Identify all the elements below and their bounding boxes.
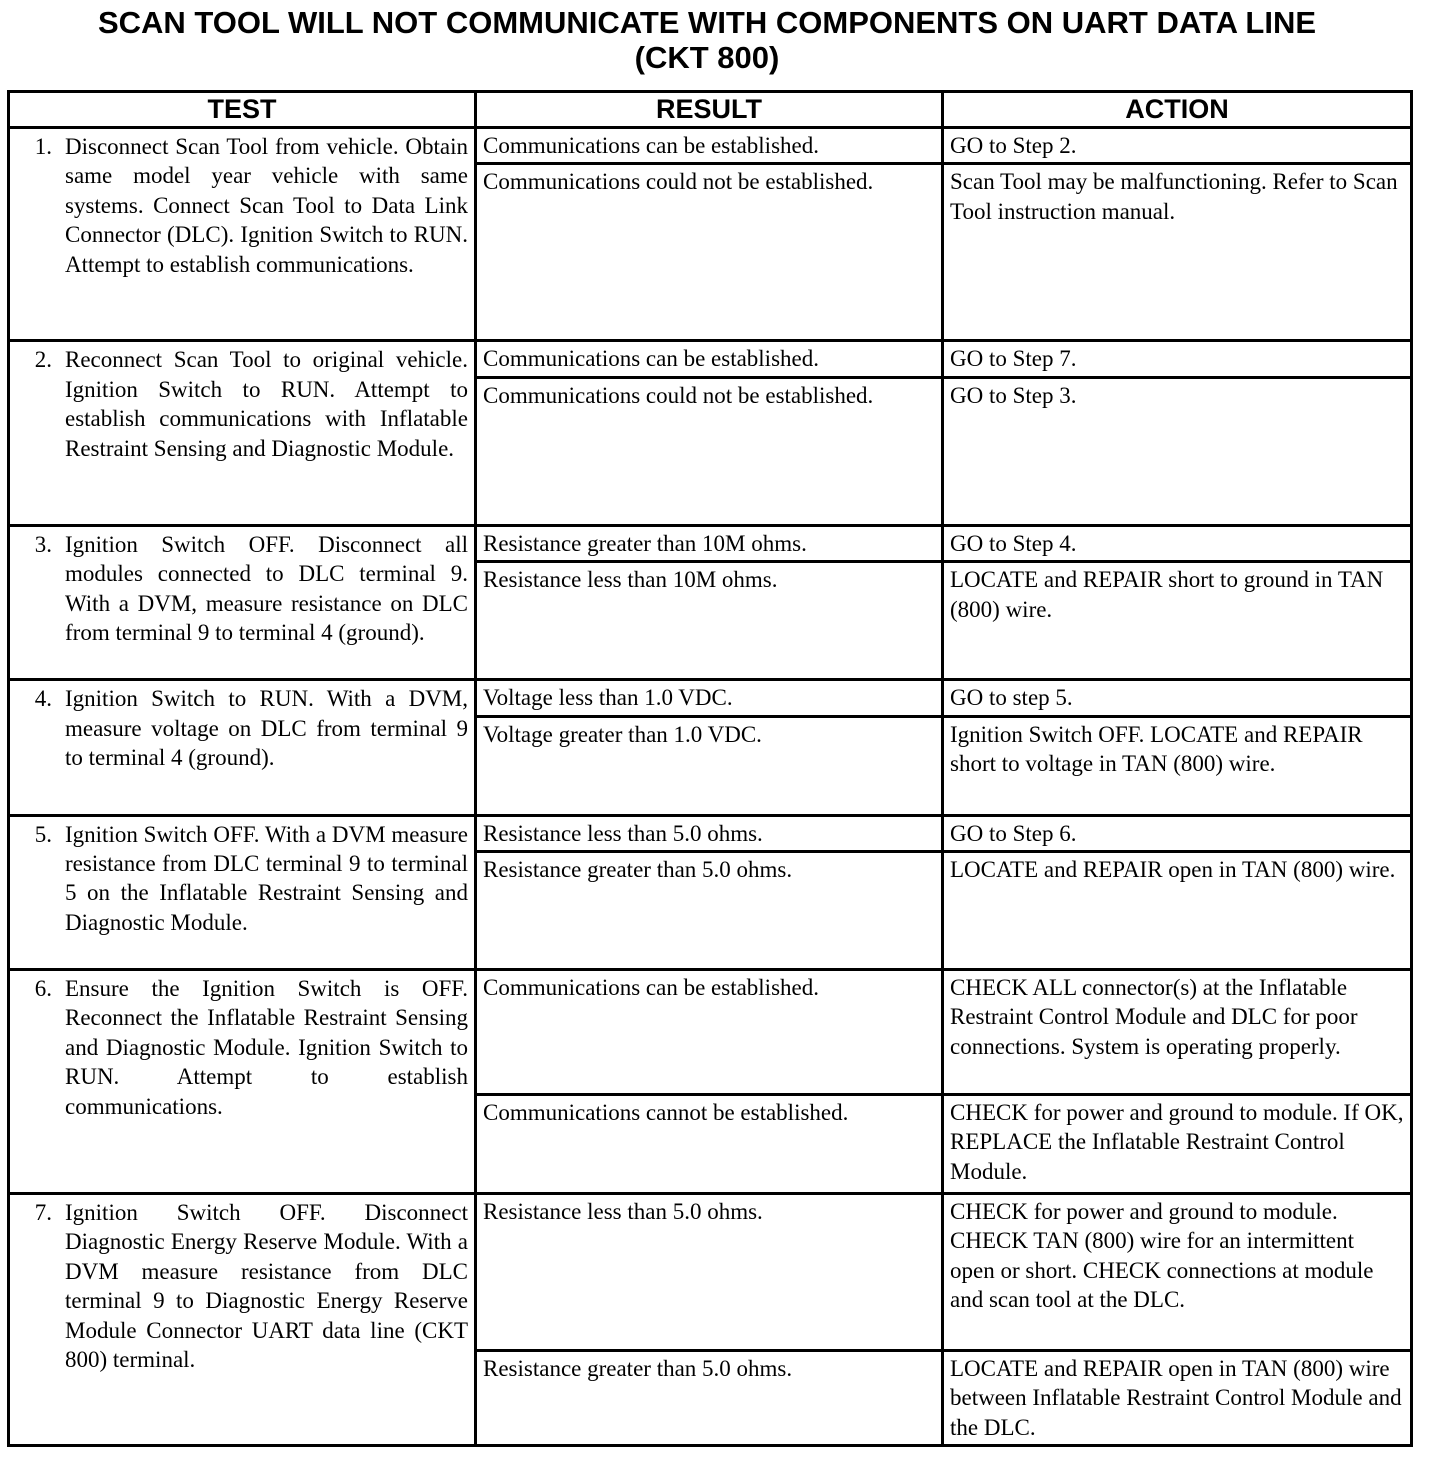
action-cell: LOCATE and REPAIR short to ground in TAN (800) wire.	[943, 562, 1412, 680]
step-number: 3.	[34, 531, 52, 557]
step-text: Disconnect Scan Tool from vehicle. Obtain same model year vehicle with same systems. Connect Scan Tool to Data Link Connector (DLC). Ignition Switch to RUN. Attempt to establish communications.	[65, 134, 468, 277]
step-2-test	[9, 341, 476, 525]
step-text: Ensure the Ignition Switch is OFF. Reconnect the Inflatable Restraint Sensing and Diagnostic Module. Ignition Switch to RUN. Attempt to establish communications.	[65, 976, 468, 1119]
step-text: Ignition Switch OFF. Disconnect Diagnostic Energy Reserve Module. With a DVM measure resistance from DLC terminal 9 to Diagnostic Energy Reserve Module Connector UART data line (CKT 800) terminal.	[65, 1200, 468, 1373]
action-cell: LOCATE and REPAIR open in TAN (800) wire between Inflatable Restraint Control Module and the DLC.	[943, 1351, 1412, 1446]
header-row	[9, 92, 1412, 128]
action-cell: GO to step 5.	[943, 680, 1412, 716]
result-cell: Resistance greater than 10M ohms.	[476, 525, 943, 561]
result-cell: Resistance less than 10M ohms.	[476, 562, 943, 680]
action-cell: Scan Tool may be malfunctioning. Refer to Scan Tool instruction manual.	[943, 164, 1412, 341]
step-text: Ignition Switch OFF. With a DVM measure resistance from DLC terminal 9 to terminal 5 on the Inflatable Restraint Sensing and Diagnostic Module.	[65, 821, 468, 935]
header-result: RESULT	[476, 92, 943, 128]
header-action: ACTION	[943, 92, 1412, 128]
result-cell: Communications could not be established.	[476, 164, 943, 341]
step-number: 6.	[34, 976, 52, 1002]
table-row	[9, 815, 1412, 851]
action-cell: GO to Step 2.	[943, 128, 1412, 164]
result-cell: Resistance greater than 5.0 ohms.	[476, 852, 943, 970]
step-text: Reconnect Scan Tool to original vehicle. Ignition Switch to RUN. Attempt to establish communications with Inflatable Restraint Sensing and Diagnostic Module.	[65, 347, 468, 461]
step-7-test	[9, 1194, 476, 1446]
table-row	[9, 970, 1412, 1095]
result-cell: Communications can be established.	[476, 128, 943, 164]
result-cell: Communications cannot be established.	[476, 1095, 943, 1194]
table-row	[9, 1194, 1412, 1351]
diagnostic-table	[7, 90, 1413, 1447]
action-cell: Ignition Switch OFF. LOCATE and REPAIR short to voltage in TAN (800) wire.	[943, 716, 1412, 815]
table-row	[9, 525, 1412, 561]
result-cell: Voltage less than 1.0 VDC.	[476, 680, 943, 716]
action-cell: CHECK for power and ground to module. If OK, REPLACE the Inflatable Restraint Control Module.	[943, 1095, 1412, 1194]
step-1-test	[9, 128, 476, 341]
step-4-test	[9, 680, 476, 815]
result-cell: Communications could not be established.	[476, 377, 943, 525]
step-6-test	[9, 970, 476, 1194]
step-3-test	[9, 525, 476, 679]
action-cell: GO to Step 6.	[943, 815, 1412, 851]
table-row	[9, 680, 1412, 716]
step-text: Ignition Switch OFF. Disconnect all modules connected to DLC terminal 9. With a DVM, measure resistance on DLC from terminal 9 to terminal 4 (ground).	[65, 531, 468, 646]
step-number: 1.	[34, 134, 52, 159]
action-cell: LOCATE and REPAIR open in TAN (800) wire.	[943, 852, 1412, 970]
step-text: Ignition Switch to RUN. With a DVM, measure voltage on DLC from terminal 9 to terminal 4 (ground).	[65, 686, 468, 771]
header-test: TEST	[9, 92, 476, 128]
action-cell: CHECK ALL connector(s) at the Inflatable Restraint Control Module and DLC for poor connections. System is operating properly.	[943, 970, 1412, 1095]
step-number: 7.	[34, 1200, 52, 1226]
step-number: 5.	[34, 821, 52, 847]
action-cell: GO to Step 4.	[943, 525, 1412, 561]
action-cell: GO to Step 3.	[943, 377, 1412, 525]
step-number: 2.	[34, 347, 52, 373]
title-line-1: SCAN TOOL WILL NOT COMMUNICATE WITH COMPONENTS ON UART DATA LINE	[97, 5, 1317, 40]
result-cell: Resistance less than 5.0 ohms.	[476, 1194, 943, 1351]
step-number: 4.	[34, 686, 52, 712]
action-cell: GO to Step 7.	[943, 341, 1412, 377]
title-line-2: (CKT 800)	[634, 40, 780, 75]
step-5-test	[9, 815, 476, 969]
result-cell: Resistance less than 5.0 ohms.	[476, 815, 943, 851]
result-cell: Communications can be established.	[476, 341, 943, 377]
result-cell: Communications can be established.	[476, 970, 943, 1095]
action-cell: CHECK for power and ground to module. CHECK TAN (800) wire for an intermittent open or short. CHECK connections at module and scan tool at the DLC.	[943, 1194, 1412, 1351]
result-cell: Voltage greater than 1.0 VDC.	[476, 716, 943, 815]
table-row	[9, 341, 1412, 377]
result-cell: Resistance greater than 5.0 ohms.	[476, 1351, 943, 1446]
table-row	[9, 128, 1412, 164]
